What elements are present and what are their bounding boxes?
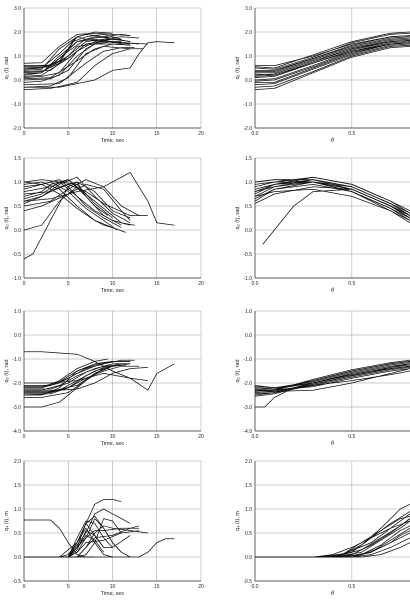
x-tick-label: 10 — [109, 281, 116, 287]
y-tick-label: 0.0 — [14, 77, 21, 84]
x-axis-label: Time, sec — [100, 441, 125, 447]
y-tick-label: 0.0 — [245, 227, 252, 234]
x-axis-label: θ — [330, 440, 335, 447]
y-tick-label: -0.5 — [243, 578, 252, 585]
x-tick-label: 10 — [109, 131, 116, 137]
x-axis-label: θ — [330, 590, 335, 597]
y-tick-label: 0.0 — [14, 554, 21, 561]
x-tick-label: 0 — [22, 131, 26, 137]
x-tick-label: 20 — [198, 434, 204, 440]
y-tick-label: 1.0 — [14, 53, 21, 60]
y-tick-label: 1.0 — [245, 308, 252, 315]
x-tick-label: 0.5 — [348, 281, 356, 287]
x-tick-label: 15 — [153, 434, 160, 440]
x-tick-label: 15 — [153, 281, 160, 287]
y-tick-label: 1.0 — [14, 506, 21, 513]
y-tick-label: 2.0 — [245, 29, 252, 36]
y-tick-label: -0.5 — [243, 251, 252, 258]
y-tick-label: -2.0 — [12, 380, 21, 387]
x-axis-label: Time, sec — [100, 138, 125, 144]
y-tick-label: -1.0 — [12, 275, 21, 282]
y-tick-label: 2.0 — [14, 458, 21, 465]
y-tick-label: 3.0 — [245, 5, 252, 12]
y-axis-label: q₄ (t), m — [4, 511, 10, 531]
y-tick-label: 0.0 — [245, 77, 252, 84]
y-tick-label: -1.0 — [243, 356, 252, 363]
y-tick-label: 0.5 — [14, 530, 21, 537]
y-tick-label: 1.0 — [14, 308, 21, 315]
y-tick-label: 1.0 — [14, 179, 21, 186]
x-tick-label: 20 — [198, 584, 204, 590]
y-axis-label: q₄ (t), m — [235, 511, 241, 531]
y-tick-label: 1.5 — [14, 155, 21, 162]
y-tick-label: -1.0 — [12, 356, 21, 363]
y-tick-label: -3.0 — [12, 404, 21, 411]
y-tick-label: 2.0 — [245, 458, 252, 465]
x-axis-label: θ — [330, 287, 335, 294]
x-axis-label: Time, sec — [100, 591, 125, 597]
y-tick-label: -2.0 — [12, 125, 21, 132]
y-tick-label: 1.0 — [245, 179, 252, 186]
x-axis-label: Time, sec — [100, 288, 125, 294]
x-tick-label: 10 — [109, 584, 116, 590]
y-tick-label: 3.0 — [14, 5, 21, 12]
x-tick-label: 0.5 — [348, 434, 356, 440]
x-tick-label: 0.5 — [348, 131, 356, 137]
x-tick-label: 20 — [198, 131, 204, 137]
y-tick-label: 1.0 — [245, 506, 252, 513]
x-tick-label: 0.0 — [251, 131, 259, 137]
x-tick-label: 10 — [109, 434, 116, 440]
y-tick-label: -0.5 — [12, 251, 21, 258]
x-tick-label: 5 — [66, 434, 70, 440]
y-axis-label: q₂ (t), rad — [235, 206, 241, 230]
x-tick-label: 0 — [22, 281, 26, 287]
y-axis-label: q₂ (t), rad — [4, 206, 10, 230]
y-tick-label: 1.5 — [245, 155, 252, 162]
y-axis-label: q₁ (t), rad — [4, 56, 10, 80]
y-tick-label: 1.5 — [14, 482, 21, 489]
y-tick-label: -2.0 — [243, 380, 252, 387]
x-tick-label: 0.0 — [251, 281, 259, 287]
y-tick-label: -0.5 — [12, 578, 21, 585]
y-tick-label: 1.5 — [245, 482, 252, 489]
y-tick-label: -4.0 — [12, 428, 21, 435]
y-tick-label: -2.0 — [243, 125, 252, 132]
y-tick-label: 0.0 — [245, 554, 252, 561]
x-tick-label: 5 — [66, 131, 70, 137]
y-tick-label: 0.0 — [14, 227, 21, 234]
x-tick-label: 0.5 — [348, 584, 356, 590]
y-axis-label: q₁ (t), rad — [235, 56, 241, 80]
y-tick-label: 1.0 — [245, 53, 252, 60]
y-tick-label: 0.5 — [245, 203, 252, 210]
y-axis-label: q₃ (t), rad — [4, 359, 10, 383]
x-tick-label: 5 — [66, 281, 70, 287]
y-tick-label: 0.5 — [14, 203, 21, 210]
y-tick-label: 0.0 — [245, 332, 252, 339]
y-tick-label: -1.0 — [243, 101, 252, 108]
x-tick-label: 0 — [22, 584, 26, 590]
y-tick-label: -1.0 — [243, 275, 252, 282]
y-tick-label: -4.0 — [243, 428, 252, 435]
y-tick-label: 2.0 — [14, 29, 21, 36]
x-tick-label: 5 — [66, 584, 70, 590]
x-tick-label: 15 — [153, 131, 160, 137]
x-tick-label: 15 — [153, 584, 160, 590]
x-tick-label: 0 — [22, 434, 26, 440]
x-tick-label: 0.0 — [251, 584, 259, 590]
y-tick-label: 0.5 — [245, 530, 252, 537]
y-tick-label: 0.0 — [14, 332, 21, 339]
x-axis-label: θ — [330, 137, 335, 144]
x-tick-label: 20 — [198, 281, 204, 287]
y-tick-label: -3.0 — [243, 404, 252, 411]
x-tick-label: 0.0 — [251, 434, 259, 440]
y-tick-label: -1.0 — [12, 101, 21, 108]
y-axis-label: q₃ (t), rad — [235, 359, 241, 383]
